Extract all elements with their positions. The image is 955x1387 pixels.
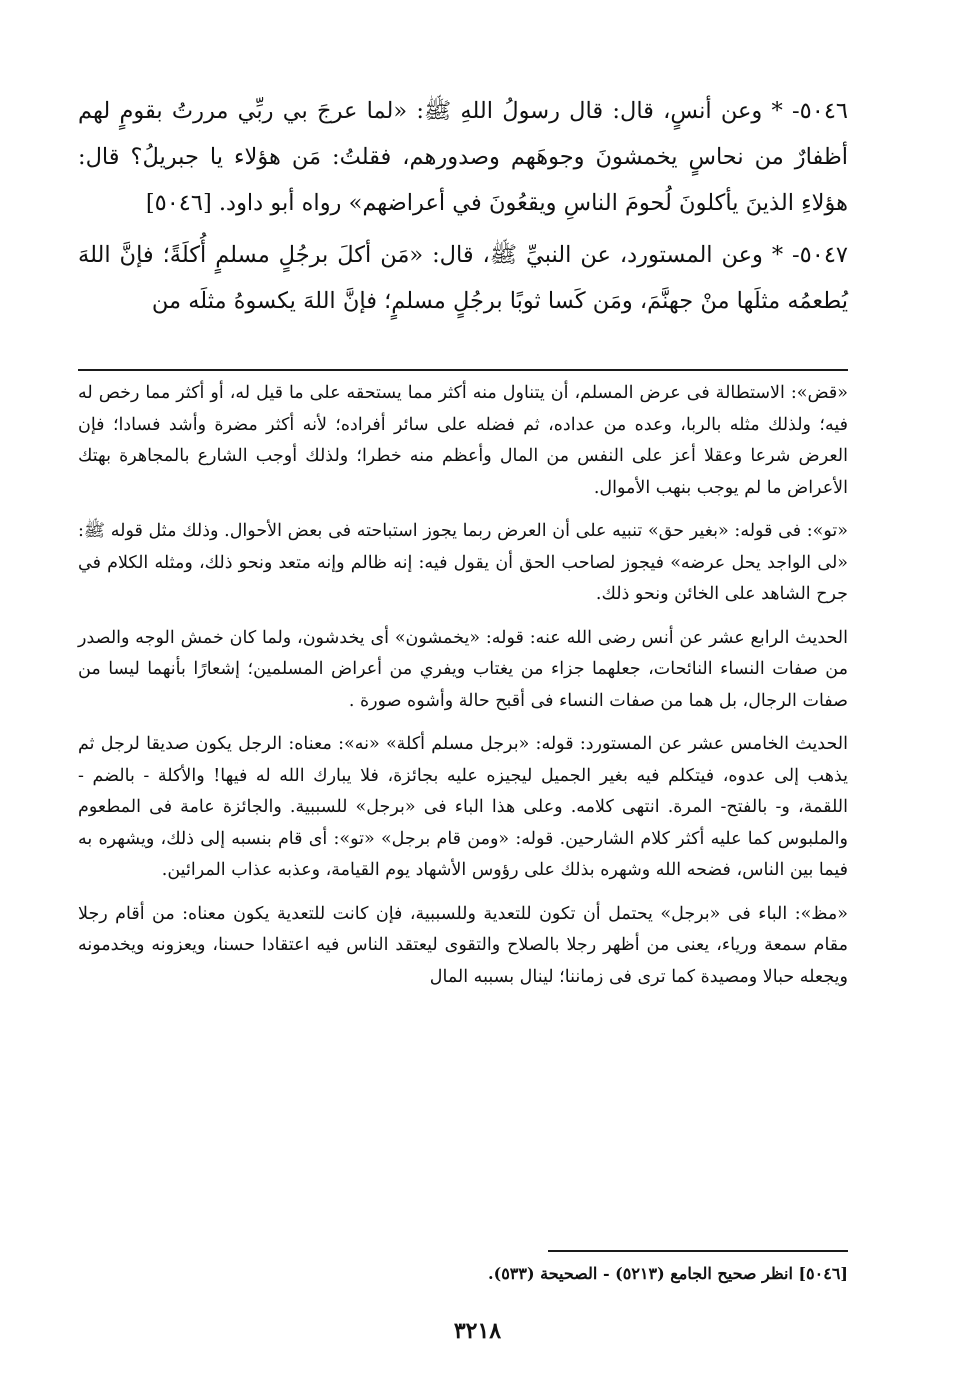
- page-number: ٣٢١٨: [453, 1318, 502, 1344]
- commentary-paragraph-qad: «قض»: الاستطالة فى عرض المسلم، أن يتناول منه أكثر مما يستحقه على ما قيل له، أو أكثر مما رخص له فيه؛ ولذلك مثله بالربا، وعده من عداده، ثم فضله على سائر أفراده؛ لأنه أكثر مضرة وأشد فسادا؛ فإن العرض شرعا وعقلا أعز على النفس من المال وأعظم منه خطرا؛ ولذلك أوجب الشارع بالمجاهرة بهتك الأعراض ما لم يوجب بنهب الأموال.: [78, 383, 848, 498]
- hadith-5047: ٥٠٤٧- * وعن المستورد، عن النبيِّ ﷺ، قال: «مَن أكلَ برجُلٍ مسلمٍ أُكلَةً؛ فإنَّ اللهَ يُطعمُه مثلَها منْ جهنَّمَ، ومَن كَسا ثوبًا برجُلٍ مسلمٍ؛ فإنَّ اللهَ يكسوهُ مثلَه من: [78, 242, 848, 314]
- commentary-paragraph-maz: «مظ»: الباء فى «برجل» يحتمل أن تكون للتعدية وللسببية، فإن كانت للتعدية يكون معناه: من أقام رجلا مقام سمعة ورياء، يعنى من أظهر رجلا بالصلاح والتقوى ليعتقد الناس فيه اعتقادا حسنا، ويعزونه ويخدمونه ويجعله حبالا ومصيدة كما ترى فى زماننا؛ لينال بسببه المال: [78, 903, 848, 987]
- commentary-paragraph-hadith-15: الحديث الخامس عشر عن المستورد: قوله: «برجل مسلم أكلة» «نه»: معناه: الرجل يكون صديقا لرجل ثم يذهب إلى عدوه، فيتكلم فيه بغير الجميل ليجيزه عليه بجائزة، فلا يبارك الله له فيها! والأكلة - بالضم - اللقمة، و- بالفتح- المرة. انتهى كلامه. وعلى هذا الباء فى «برجل» للسببية. والجائزة عامة فى المطعوم والملبوس كما عليه أكثر كلام الشارحين. قوله: «ومن قام برجل» «تو»: أى قام بنسبه إلى ذلك، ويشهره به فيما بين الناس، فضحه الله وشهره بذلك على رؤوس الأشهاد يوم القيامة، وعذبه عذاب المرائين.: [78, 734, 848, 880]
- footnote-divider: [548, 1250, 848, 1252]
- hadith-5046: ٥٠٤٦- * وعن أنسٍ، قال: قال رسولُ اللهِ ﷺ: «لما عرجَ بي ربِّي مررتُ بقومٍ لهم أظفارٌ من نحاسٍ يخمشونَ وجوهَهم وصدورهم، فقلتُ: مَن هؤلاء يا جبريلُ؟ قال: هؤلاءِ الذينَ يأكلونَ لُحومَ الناسِ ويقعُونَ في أعراضهم» رواه أبو داود. [٥٠٤٦]: [78, 98, 848, 216]
- commentary-paragraph-tu: «تو»: فى قوله: «بغير حق» تنبيه على أن العرض ربما يجوز استباحته فى بعض الأحوال. وذلك مثل قوله ﷺ: «لى الواجد يحل عرضه» فيجوز لصاحب الحق أن يقول فيه: إنه ظالم وإنه متعد ونحو ذلك، ومثله الكلام في جرح الشاهد على الخائن ونحو ذلك.: [78, 521, 848, 604]
- commentary-block: [78, 378, 848, 1005]
- main-divider: [78, 369, 848, 371]
- hadith-text-block: [78, 88, 848, 324]
- footnote: [٥٠٤٦] انظر صحيح الجامع (٥٢١٣) - الصحيحة (٥٣٣).: [488, 1264, 848, 1283]
- commentary-paragraph-hadith-14: الحديث الرابع عشر عن أنس رضى الله عنه: قوله: «يخمشون» أى يخدشون، ولما كان خمش الوجه والصدر من صفات النساء النائحات، جعلهما جزاء من يغتاب ويفري من أعراض المسلمين؛ إشعارًا بأنهما ليسا من صفات الرجال، بل هما من صفات النساء فى أقبح حالة وأشوه صورة .: [78, 627, 848, 711]
